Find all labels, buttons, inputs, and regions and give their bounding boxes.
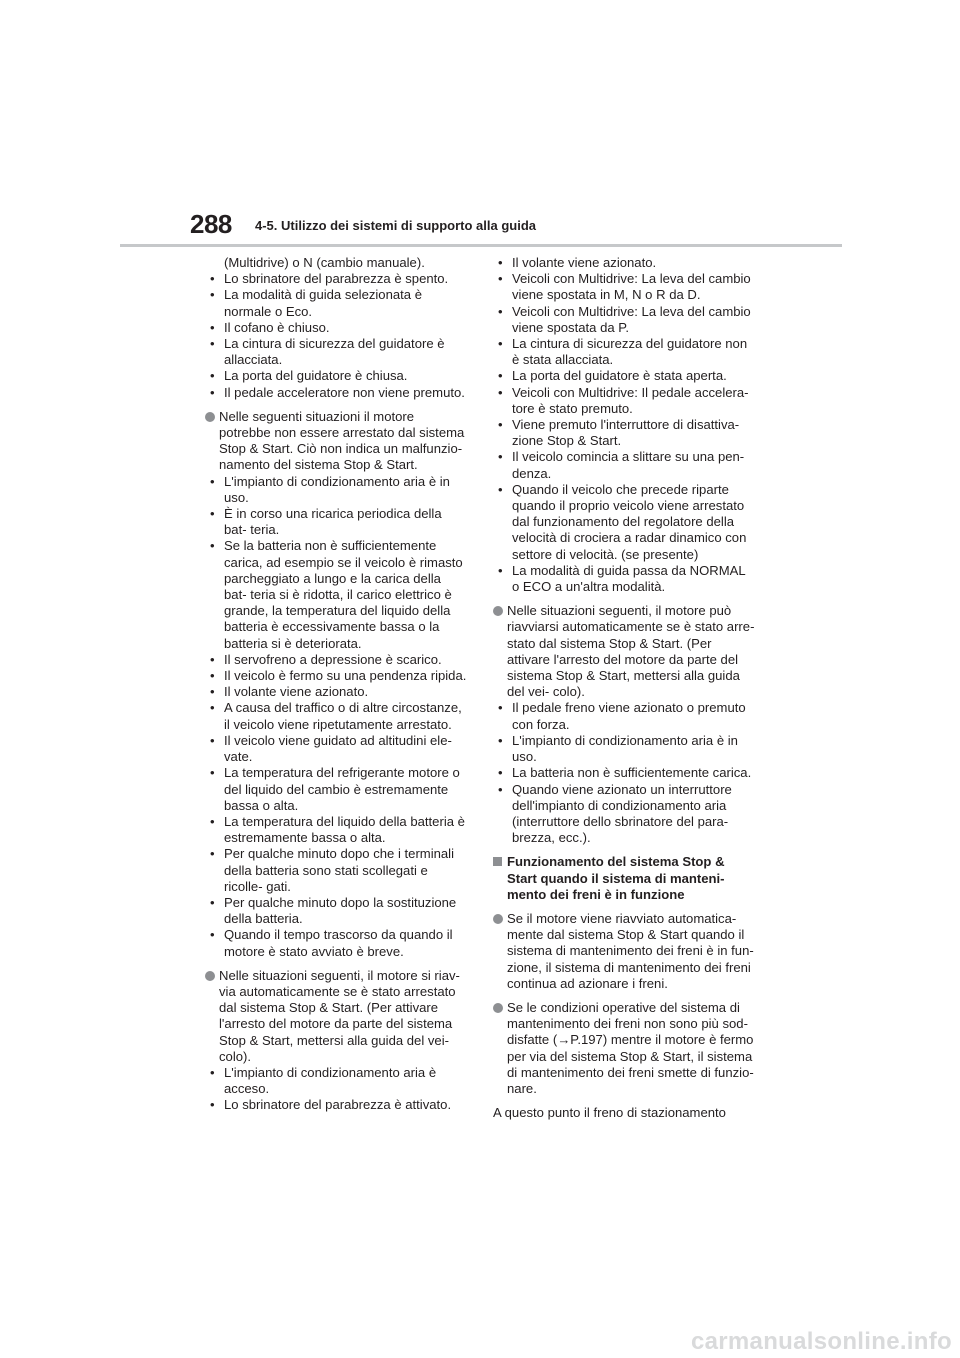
list-item: • Veicoli con Multidrive: La leva del cambio viene spostata in M, N o R da D. <box>493 271 755 303</box>
list-item: • Quando viene azionato un interruttore dell'impianto di condizionamento aria (interruttore dello sbrinatore del para- brezza, ecc.). <box>493 782 755 847</box>
circle-bullet-paragraph <box>493 1000 755 1097</box>
list-item: • La porta del guidatore è chiusa. <box>205 368 467 384</box>
page-header <box>0 0 960 250</box>
section-heading <box>493 854 755 903</box>
square-bullet-icon <box>493 857 502 866</box>
list-item: • La temperatura del liquido della batteria è estremamente bassa o alta. <box>205 814 467 846</box>
section-title: 4-5. Utilizzo dei sistemi di supporto alla guida <box>255 218 536 233</box>
circle-bullet-icon <box>493 914 503 924</box>
watermark: carmanualsonline.info <box>690 1328 952 1355</box>
list-item: • A causa del traffico o di altre circostanze, il veicolo viene ripetutamente arrestato. <box>205 700 467 732</box>
header-divider <box>120 244 842 247</box>
page-number: 288 <box>190 209 232 239</box>
list-item: • Per qualche minuto dopo la sostituzione della batteria. <box>205 895 467 927</box>
list-item: • Il pedale freno viene azionato o premuto con forza. <box>493 700 755 732</box>
list-item: • Lo sbrinatore del parabrezza è spento. <box>205 271 467 287</box>
list-item: • La batteria non è sufficientemente carica. <box>493 765 755 781</box>
circle-bullet-icon <box>493 1003 503 1013</box>
circle-bullet-icon <box>493 606 503 616</box>
list-item: • Il veicolo comincia a slittare su una pen- denza. <box>493 449 755 481</box>
list-item: • L'impianto di condizionamento aria è acceso. <box>205 1065 467 1097</box>
list-item: • L'impianto di condizionamento aria è in uso. <box>205 474 467 506</box>
list-item: • L'impianto di condizionamento aria è in uso. <box>493 733 755 765</box>
list-item: • Il volante viene azionato. <box>205 684 467 700</box>
circle-bullet-paragraph <box>493 911 755 992</box>
list-item: • È in corso una ricarica periodica della bat- teria. <box>205 506 467 538</box>
paragraph-text: Se il motore viene riavviato automatica- mente dal sistema Stop & Start quando il sistema di mantenimento dei freni è in fun- zione, il sistema di mantenimento dei freni continua ad azionare i freni. <box>507 910 754 991</box>
list-item: • La modalità di guida passa da NORMAL o ECO a un'altra modalità. <box>493 563 755 595</box>
circle-bullet-paragraph <box>205 968 467 1065</box>
right-column <box>493 255 755 1121</box>
list-item: • La modalità di guida selezionata è normale o Eco. <box>205 287 467 319</box>
circle-bullet-paragraph <box>205 409 467 474</box>
paragraph-text: Se le condizioni operative del sistema di mantenimento dei freni non sono più sod- disfatte (→P.197) mentre il motore è fermo per via del sistema Stop & Start, il sistema di mantenimento dei freni smette di funzio- nare. <box>507 999 754 1096</box>
circle-bullet-icon <box>205 971 215 981</box>
list-item: • La porta del guidatore è stata aperta. <box>493 368 755 384</box>
list-item: • La cintura di sicurezza del guidatore è allacciata. <box>205 336 467 368</box>
list-item: • Veicoli con Multidrive: Il pedale accelera- tore è stato premuto. <box>493 385 755 417</box>
list-item: • Il servofreno a depressione è scarico. <box>205 652 467 668</box>
list-item: • Quando il tempo trascorso da quando il motore è stato avviato è breve. <box>205 927 467 959</box>
list-item: • Il cofano è chiuso. <box>205 320 467 336</box>
list-item: • Veicoli con Multidrive: La leva del cambio viene spostata da P. <box>493 304 755 336</box>
list-item: • La temperatura del refrigerante motore o del liquido del cambio è estremamente bassa o alta. <box>205 765 467 814</box>
left-column <box>205 255 467 1114</box>
list-item: • Lo sbrinatore del parabrezza è attivato. <box>205 1097 467 1113</box>
list-item: • Il volante viene azionato. <box>493 255 755 271</box>
paragraph-text: Nelle seguenti situazioni il motore potrebbe non essere arrestato dal sistema Stop & Start. Ciò non indica un malfunzio- namento del sistema Stop & Start. <box>219 408 465 473</box>
list-item: • Il veicolo è fermo su una pendenza ripida. <box>205 668 467 684</box>
list-item: • La cintura di sicurezza del guidatore non è stata allacciata. <box>493 336 755 368</box>
circle-bullet-paragraph <box>493 603 755 700</box>
continuation-text: (Multidrive) o N (cambio manuale). <box>224 255 425 270</box>
closing-text: A questo punto il freno di stazionamento <box>493 1105 726 1121</box>
list-item: • Quando il veicolo che precede riparte quando il proprio veicolo viene arrestato dal funzionamento del regolatore della velocità di crociera a radar dinamico con settore di velocità. (se presente) <box>493 482 755 563</box>
circle-bullet-icon <box>205 412 215 422</box>
paragraph-text: Nelle situazioni seguenti, il motore si riav- via automaticamente se è stato arrestato dal sistema Stop & Start. (Per attivare l'arresto del motore da parte del sistema Stop & Start, mettersi alla guida del vei- colo). <box>219 967 460 1064</box>
list-item: • Viene premuto l'interruttore di disattiva- zione Stop & Start. <box>493 417 755 449</box>
list-item: • Il pedale acceleratore non viene premuto. <box>205 385 467 401</box>
list-item: • Se la batteria non è sufficientemente carica, ad esempio se il veicolo è rimasto parcheggiato a lungo e la carica della bat- teria si è ridotta, il carico elettrico è grande, la temperatura del liquido della batteria è eccessivamente bassa o la batteria si è deteriorata. <box>205 538 467 651</box>
paragraph-text: Nelle situazioni seguenti, il motore può riavviarsi automaticamente se è stato arre- stato dal sistema Stop & Start. (Per attivare l'arresto del motore da parte del sistema Stop & Start, mettersi alla guida del vei- colo). <box>507 603 755 700</box>
heading-text: Funzionamento del sistema Stop & Start quando il sistema di manteni- mento dei freni è in funzione <box>507 854 725 902</box>
list-item: • Il veicolo viene guidato ad altitudini ele- vate. <box>205 733 467 765</box>
list-item: • Per qualche minuto dopo che i terminali della batteria sono stati scollegati e ricolle- gati. <box>205 846 467 895</box>
